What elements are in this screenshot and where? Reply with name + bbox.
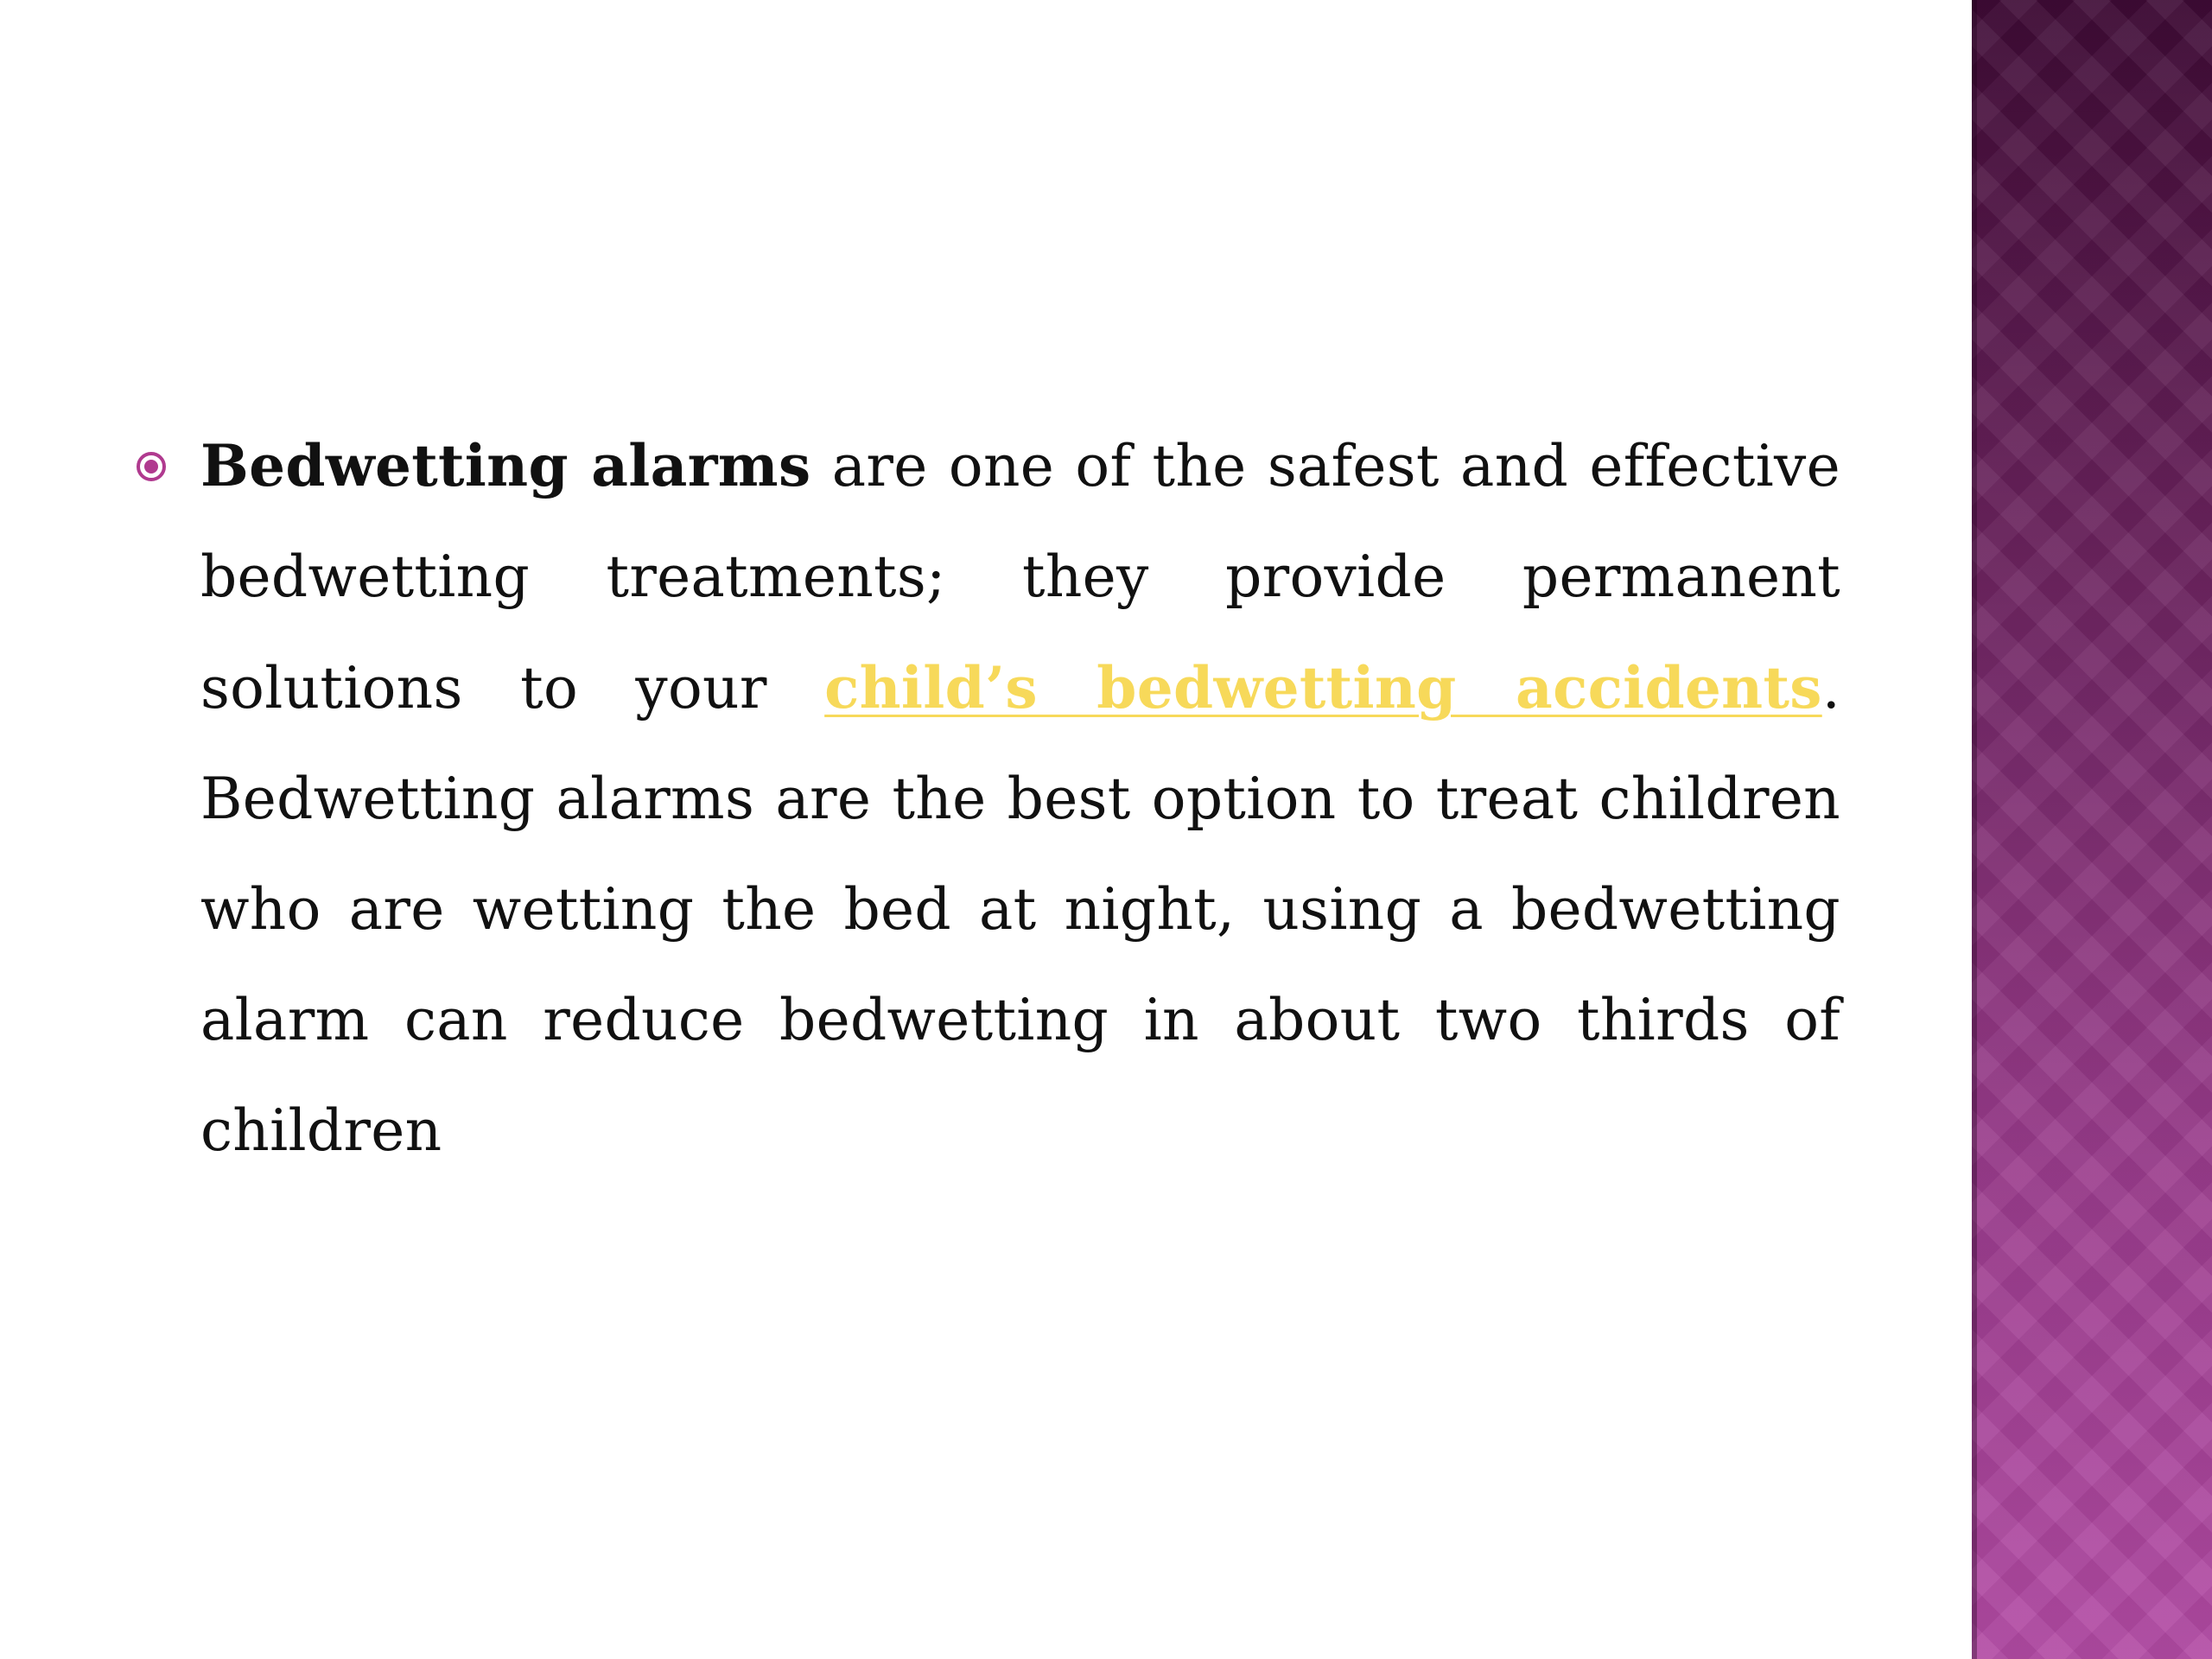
side-panel-pattern <box>1972 0 2212 1659</box>
bullet-paragraph <box>200 410 1840 1186</box>
side-panel-edge <box>1972 0 1977 1659</box>
circled-dot-bullet-icon <box>136 451 167 482</box>
paragraph-text-before-link: are one of the safest and effective bedwetting treatments; they provide permanent solutions to your <box>200 433 1840 721</box>
childs-bedwetting-accidents-link[interactable]: child’s bedwetting accidents <box>824 654 1822 721</box>
paragraph-text-after-link: . Bedwetting alarms are the best option to treat children who are wetting the bed at night, using a bedwetting alarm can reduce bedwetting in about two thirds of children <box>200 655 1840 1164</box>
decorative-side-panel <box>1972 0 2212 1659</box>
bullet-lead-text: Bedwetting alarms <box>200 432 811 499</box>
